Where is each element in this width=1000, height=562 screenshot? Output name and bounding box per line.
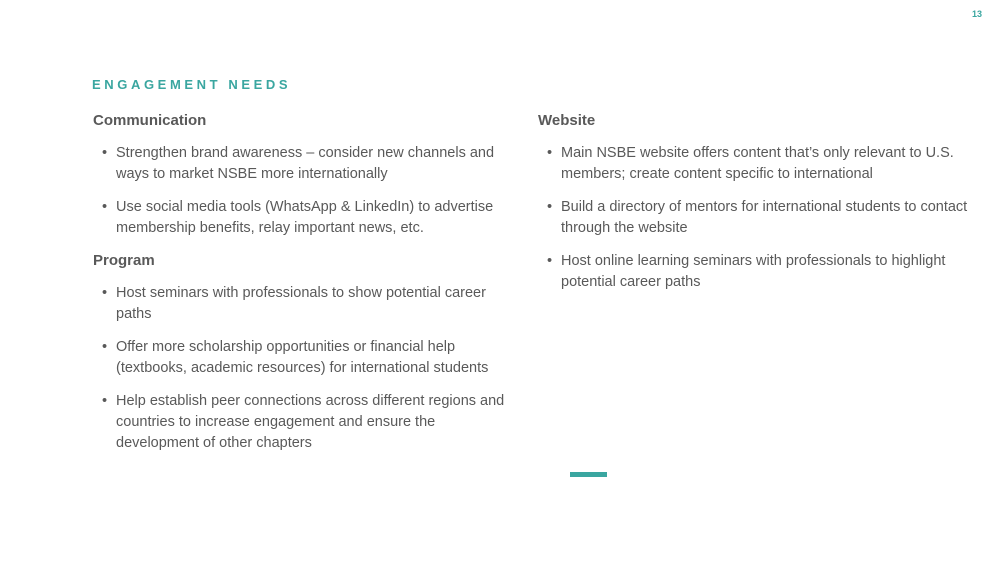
section-label: ENGAGEMENT NEEDS [92,77,292,92]
bullet-icon: • [102,199,108,215]
bullet-icon: • [547,253,553,269]
list-item: • Strengthen brand awareness – consider new channels and ways to market NSBE more internationally [102,145,495,182]
bullet-icon: • [547,199,553,215]
left-column [93,111,513,466]
list-item: • Build a directory of mentors for international students to contact through the website [547,199,968,236]
communication-heading: Communication [93,112,207,129]
program-list [93,283,513,454]
accent-bar [570,472,607,477]
list-item: • Use social media tools (WhatsApp & LinkedIn) to advertise membership benefits, relay important news, etc. [102,199,494,236]
list-item: • Help establish peer connections across different regions and countries to increase engagement and ensure the development of other chapters [102,393,505,451]
website-list [538,143,968,293]
bullet-icon: • [102,393,108,409]
bullet-icon: • [102,339,108,355]
bullet-icon: • [102,145,108,161]
program-heading: Program [93,252,155,269]
bullet-icon: • [102,285,108,301]
list-item: • Main NSBE website offers content that’s only relevant to U.S. members; create content specific to international [547,145,954,182]
website-heading: Website [538,112,596,129]
communication-list [93,143,513,239]
page-number: 13 [971,9,982,19]
list-item: • Offer more scholarship opportunities or financial help (textbooks, academic resources) for international students [102,339,489,376]
right-column [538,111,968,305]
list-item: • Host online learning seminars with professionals to highlight potential career paths [547,253,946,290]
bullet-icon: • [547,145,553,161]
list-item: • Host seminars with professionals to show potential career paths [102,285,486,322]
